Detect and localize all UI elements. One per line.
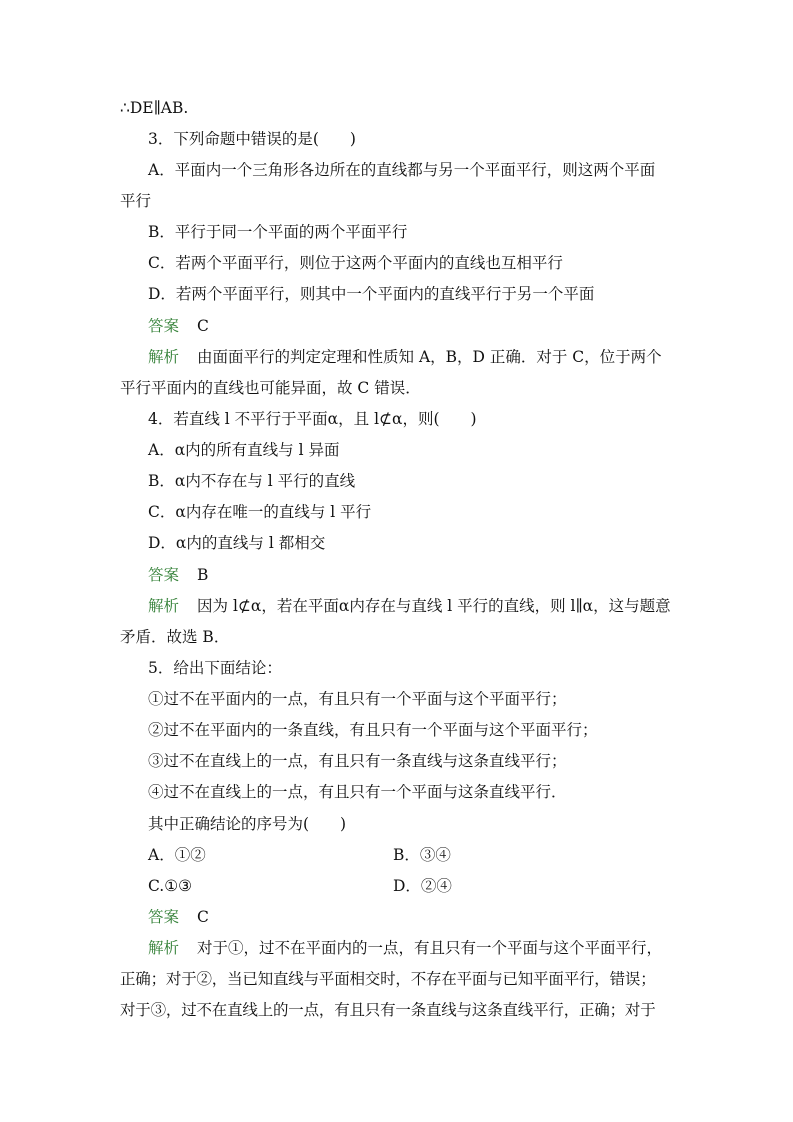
question-5-option-c: C.①③ bbox=[148, 877, 193, 895]
question-5-options-row-2 bbox=[148, 875, 678, 897]
question-4-option-d: D．α内的直线与 l 都相交 bbox=[148, 534, 326, 552]
question-4-option-c: C．α内存在唯一的直线与 l 平行 bbox=[148, 503, 372, 521]
question-5-answer bbox=[148, 906, 678, 928]
question-5-option-a: A．①② bbox=[148, 846, 206, 864]
question-5-analysis bbox=[148, 937, 678, 959]
question-4-option-b: B．α内不存在与 l 平行的直线 bbox=[148, 472, 356, 490]
question-4-option-a: A．α内的所有直线与 l 异面 bbox=[148, 441, 340, 459]
question-5-statement-1: ①过不在平面内的一点，有且只有一个平面与这个平面平行； bbox=[148, 690, 567, 708]
question-4-answer bbox=[148, 564, 678, 586]
analysis-label: 解析 bbox=[148, 348, 180, 366]
question-3-stem: 3．下列命题中错误的是( ) bbox=[148, 130, 356, 148]
question-5-question: 其中正确结论的序号为( ) bbox=[148, 815, 347, 833]
question-5-stem: 5．给出下面结论： bbox=[148, 659, 282, 677]
question-4-analysis-cont: 矛盾．故选 B． bbox=[120, 628, 230, 646]
question-5-option-d: D．②④ bbox=[393, 877, 452, 895]
question-5-statement-3: ③过不在直线上的一点，有且只有一条直线与这条直线平行； bbox=[148, 752, 567, 770]
question-4-analysis bbox=[148, 595, 678, 617]
question-4-stem: 4．若直线 l 不平行于平面α，且 l⊄α，则( ) bbox=[148, 410, 477, 428]
question-5-statement-2: ②过不在平面内的一条直线，有且只有一个平面与这个平面平行； bbox=[148, 721, 598, 739]
question-5-option-b: B．③④ bbox=[393, 846, 451, 864]
question-5-analysis-cont-2: 对于③，过不在直线上的一点，有且只有一条直线与这条直线平行，正确；对于 bbox=[120, 1001, 656, 1019]
question-3-option-d: D．若两个平面平行，则其中一个平面内的直线平行于另一个平面 bbox=[148, 285, 595, 303]
question-3-option-a: A．平面内一个三角形各边所在的直线都与另一个平面平行，则这两个平面 bbox=[148, 161, 656, 179]
analysis-text: 因为 l⊄α，若在平面α内存在与直线 l 平行的直线，则 l∥α，这与题意 bbox=[197, 597, 671, 615]
answer-label: 答案 bbox=[148, 566, 180, 584]
answer-value: B bbox=[197, 566, 209, 584]
analysis-text: 由面面平行的判定定理和性质知 A，B，D 正确．对于 C，位于两个 bbox=[197, 348, 662, 366]
answer-value: C bbox=[197, 908, 209, 926]
analysis-label: 解析 bbox=[148, 597, 180, 615]
question-3-analysis bbox=[148, 346, 678, 368]
question-3-analysis-cont: 平行平面内的直线也可能异面，故 C 错误． bbox=[120, 379, 421, 397]
answer-value: C bbox=[197, 317, 209, 335]
analysis-label: 解析 bbox=[148, 939, 180, 957]
question-5-statement-4: ④过不在直线上的一点，有且只有一个平面与这条直线平行． bbox=[148, 783, 567, 801]
question-5-options-row-1 bbox=[148, 844, 678, 866]
answer-label: 答案 bbox=[148, 317, 180, 335]
answer-label: 答案 bbox=[148, 908, 180, 926]
question-3-option-c: C．若两个平面平行，则位于这两个平面内的直线也互相平行 bbox=[148, 254, 563, 272]
question-3-answer bbox=[148, 315, 678, 337]
question-3-option-a-cont: 平行 bbox=[120, 192, 152, 210]
question-5-analysis-cont-1: 正确；对于②，当已知直线与平面相交时，不存在平面与已知平面平行，错误； bbox=[120, 970, 656, 988]
question-3-option-b: B．平行于同一个平面的两个平面平行 bbox=[148, 223, 408, 241]
conclusion-line: ∴DE∥AB. bbox=[120, 99, 189, 117]
analysis-text: 对于①，过不在平面内的一点，有且只有一个平面与这个平面平行， bbox=[197, 939, 663, 957]
